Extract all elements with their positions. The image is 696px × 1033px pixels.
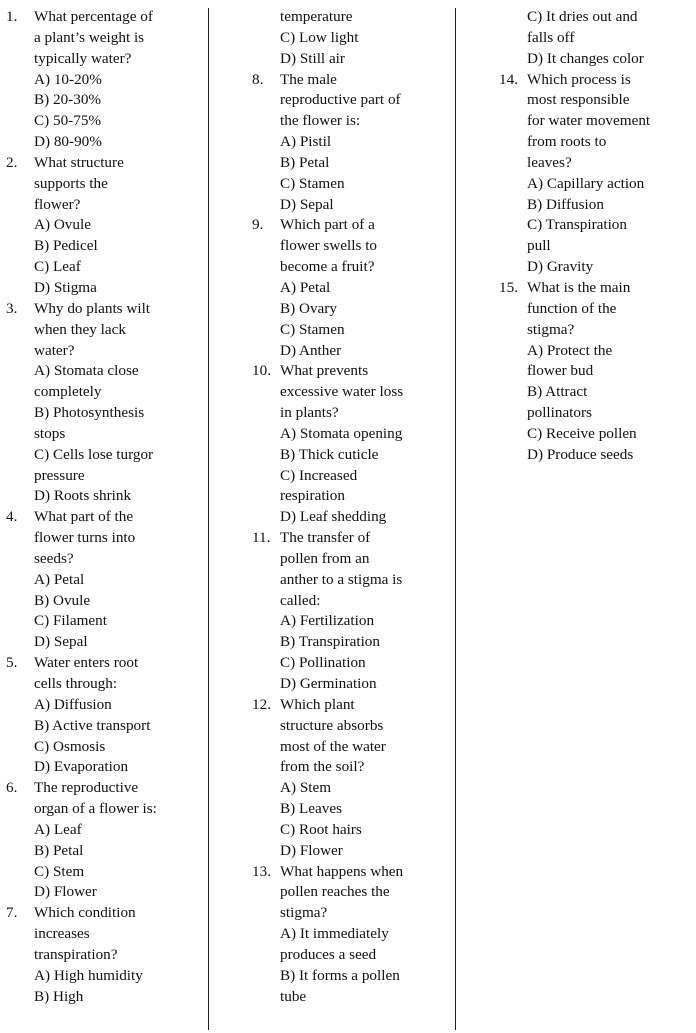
answer-option: A) Stomata close completely [34,362,139,401]
answer-option: A) Stomata opening [280,424,403,442]
answer-option: A) It immediately produces a seed [280,925,389,963]
question-text: The transfer of pollen from an anther to a stigma is called: [280,529,403,609]
question-number: 12. [252,695,271,713]
answer-option: C) Increased respiration [280,466,358,505]
answer-option: D) Anther [280,341,342,359]
question-number: 1. [6,8,18,25]
answer-option: temperature [280,8,353,25]
question-number: 4. [6,508,18,526]
question-5 [6,653,206,778]
question-text: Why do plants wilt when they lack water? [34,299,151,359]
answer-option: B) Petal [34,841,84,859]
answer-option: B) Transpiration [280,633,380,651]
question-text: Which condition increases transpiration? [34,904,136,963]
answer-option: A) Petal [280,278,331,296]
column-3 [499,7,691,466]
answer-option: A) Diffusion [34,695,112,713]
answer-option: A) Leaf [34,820,82,838]
answer-option: B) Leaves [280,800,342,818]
answer-option: A) Pistil [280,133,332,151]
answer-option: B) Attract pollinators [527,383,592,422]
question-11 [252,528,448,695]
question-15 [499,278,691,466]
answer-option: C) Stamen [280,320,345,338]
answer-option: D) It changes color [527,49,644,67]
answer-option: A) Fertilization [280,612,375,630]
question-13 [252,862,448,1008]
answer-option: C) Leaf [34,258,81,276]
answer-option: C) Stem [34,862,85,880]
question-2 [6,153,206,299]
answer-option: B) Petal [280,153,330,171]
column-1 [6,7,206,1008]
answer-option: B) Photosynthesis stops [34,404,145,442]
answer-option: C) Low light [280,28,359,46]
answer-option: C) Filament [34,612,107,630]
question-7 [6,903,206,1007]
answer-option: A) High humidity [34,966,143,984]
question-text: What prevents excessive water loss in plants? [280,362,404,422]
question-text: Water enters root cells through: [34,654,139,692]
answer-option: A) Petal [34,570,85,588]
answer-option: C) Transpiration pull [527,216,627,255]
answer-option: D) Flower [34,883,97,901]
answer-option: B) Active transport [34,716,151,734]
question-text: The reproductive organ of a flower is: [34,779,157,818]
question-text: Which part of a flower swells to become a fruit? [280,216,378,276]
answer-option: A) Stem [280,779,332,797]
answer-option: B) 20-30% [34,91,102,109]
question-text: The male reproductive part of the flower is: [280,70,401,130]
question-number: 14. [499,70,518,88]
column-divider [455,8,456,1030]
answer-option: B) High [34,987,84,1005]
question-number: 7. [6,904,18,922]
question-7-continuation [252,7,448,70]
question-10 [252,361,448,528]
question-1 [6,7,206,153]
answer-option: A) Protect the flower bud [527,341,613,380]
answer-option: C) Receive pollen [527,424,637,442]
question-3 [6,299,206,507]
answer-option: D) Stigma [34,278,97,296]
question-text: What part of the flower turns into seeds? [34,508,136,567]
answer-option: D) Sepal [280,195,334,213]
question-number: 3. [6,299,18,317]
answer-option: D) Leaf shedding [280,508,387,526]
answer-option: D) Gravity [527,258,594,276]
answer-option: B) Thick cuticle [280,445,379,463]
question-text: Which plant structure absorbs most of the water from the soil? [280,695,386,776]
answer-option: D) Produce seeds [527,445,634,463]
answer-option: D) Roots shrink [34,487,132,505]
question-12 [252,695,448,862]
question-number: 2. [6,153,18,171]
question-14 [499,70,691,278]
question-4 [6,507,206,653]
answer-option: B) Ovary [280,299,337,317]
answer-option: D) Flower [280,841,343,859]
answer-option: B) Diffusion [527,195,604,213]
question-number: 15. [499,278,518,296]
question-13-continuation [499,7,691,70]
question-8 [252,70,448,216]
question-number: 5. [6,654,18,672]
question-number: 8. [252,70,264,88]
answer-option: C) Osmosis [34,737,106,755]
question-text: What percentage of a plant’s weight is typically water? [34,8,153,67]
answer-option: C) Root hairs [280,820,362,838]
question-number: 6. [6,779,18,797]
question-9 [252,215,448,361]
answer-option: B) Ovule [34,591,91,609]
answer-option: D) Germination [280,675,377,692]
question-number: 9. [252,216,264,234]
question-text: What structure supports the flower? [34,153,124,213]
answer-option: C) It dries out and falls off [527,8,638,46]
question-text: What is the main function of the stigma? [527,278,631,338]
question-text: Which process is most responsible for water movement from roots to leaves? [527,70,651,171]
answer-option: A) Ovule [34,216,91,234]
column-divider [208,8,209,1030]
answer-option: B) It forms a pollen tube [280,966,400,1005]
question-6 [6,778,206,903]
answer-option: C) Cells lose turgor pressure [34,445,154,484]
question-number: 10. [252,362,271,380]
answer-option: C) 50-75% [34,112,102,130]
answer-option: D) Still air [280,49,345,67]
answer-option: C) Pollination [280,654,366,672]
answer-option: D) Sepal [34,633,88,651]
answer-option: B) Pedicel [34,237,98,255]
answer-option: A) Capillary action [527,174,645,192]
answer-option: C) Stamen [280,174,345,192]
answer-option: A) 10-20% [34,70,102,88]
column-2 [252,7,448,1008]
answer-option: D) Evaporation [34,758,129,776]
question-text: What happens when pollen reaches the stigma? [280,862,404,922]
question-number: 11. [252,529,271,547]
answer-option: D) 80-90% [34,133,102,151]
question-number: 13. [252,862,271,880]
